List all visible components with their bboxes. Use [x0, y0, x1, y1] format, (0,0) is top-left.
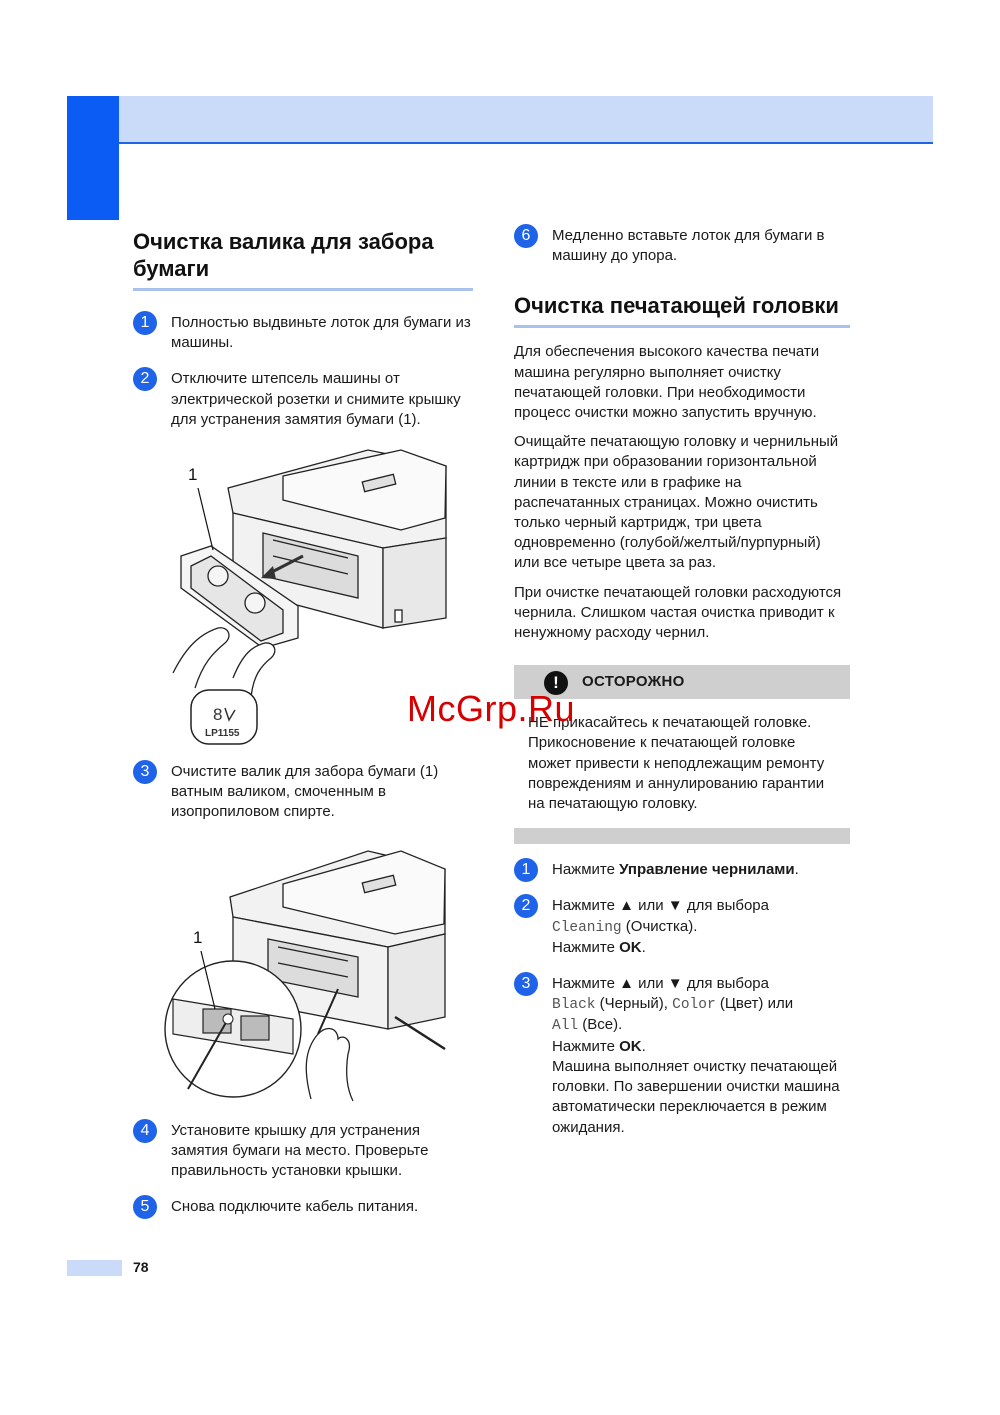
paragraph: Для обеспечения высокого качества печати машина регулярно выполняет очистку печатающей головки. При необходимости процесс очистки можно запустить вручную.: [514, 343, 820, 422]
option-cleaning: Cleaning: [552, 919, 622, 936]
step-4: [133, 1121, 473, 1182]
paragraph: Очищайте печатающую головку и чернильный картридж при образовании горизонтальной линии в тексте или в графике на распечатанных страницах. Можно очистить только черный картридж, три цвета одновременно (голубой/желтый/пурпурный) или все четыре цвета за раз.: [514, 433, 839, 572]
ink-step-3: [514, 974, 850, 1138]
header-band: [119, 96, 933, 144]
ok-key: OK: [619, 938, 642, 956]
step-text: Отключите штепсель машины от электрической розетки и снимите крышку для устранения замятия бумаги (1).: [171, 370, 461, 428]
step-number: 6: [514, 224, 538, 248]
right-column: [514, 226, 850, 1138]
step-text: Установите крышку для устранения замятия бумаги на место. Проверьте правильность установки крышки.: [171, 1121, 429, 1180]
figure-clean-roller: [133, 839, 473, 1109]
step-text: Очистите валик для забора бумаги (1) ватным валиком, смоченным в изопропиловом спирте.: [171, 763, 439, 821]
option-black: Black: [552, 997, 596, 1014]
figure-callout: 1: [188, 465, 198, 485]
step-line: Нажмите ▲ или ▼ для выбора: [552, 975, 769, 993]
model-mark-label: LP1155: [205, 728, 240, 740]
exclamation-icon: !: [544, 671, 568, 695]
step-number: 3: [133, 760, 157, 784]
section-heading-printhead: Очистка печатающей головки: [514, 292, 850, 328]
svg-text:8: 8: [213, 705, 223, 725]
step-text: Медленно вставьте лоток для бумаги в машину до упора.: [552, 227, 825, 265]
step-number: 1: [133, 311, 157, 335]
step-1: [133, 313, 473, 353]
step-number: 3: [514, 972, 538, 996]
option-all: All: [552, 1018, 579, 1035]
menu-name: Управление чернилами: [619, 861, 795, 879]
option-color: Color: [672, 997, 716, 1014]
step-line: Black (Черный), Color (Цвет) или: [552, 995, 794, 1014]
step-number: 5: [133, 1195, 157, 1219]
page-number-tab: [67, 1260, 122, 1276]
step-3: [133, 762, 473, 823]
step-6: [514, 226, 850, 266]
step-text: Полностью выдвиньте лоток для бумаги из машины.: [171, 314, 471, 352]
caution-footer-bar: [514, 828, 850, 844]
page-number: 78: [133, 1259, 149, 1275]
step-2: [133, 369, 473, 430]
step-text: Нажмите: [552, 861, 620, 879]
step-line: Нажмите ▲ или ▼ для выбора: [552, 897, 769, 915]
step-number: 4: [133, 1119, 157, 1143]
printer-cleaning-illustration: [133, 839, 473, 1109]
ink-step-2: [514, 896, 850, 958]
step-line: Cleaning (Очистка).: [552, 917, 698, 936]
ink-step-1: 1 Нажмите Управление чернилами.: [514, 860, 850, 880]
step-5: [133, 1197, 473, 1217]
ok-key: OK: [619, 1037, 642, 1055]
caution-text: НЕ прикасайтесь к печатающей головке. Прикосновение к печатающей головке может привести к неподлежащим ремонту повреждениям и аннулированию гарантии на печатающую головку.: [528, 714, 825, 813]
step-line: All (Все).: [552, 1016, 623, 1035]
caution-title: ОСТОРОЖНО: [582, 673, 685, 691]
step-text: Снова подключите кабель питания.: [171, 1198, 419, 1216]
figure-callout: 1: [193, 927, 203, 947]
step-number: 1: [514, 858, 538, 882]
step-line: Машина выполняет очистку печатающей головки. По завершении очистки машина автоматически переключается в режим ожидания.: [552, 1057, 840, 1136]
chapter-tab: [67, 96, 119, 220]
paragraph: При очистке печатающей головки расходуются чернила. Слишком частая очистка приводит к ненужному расходу чернил.: [514, 583, 842, 642]
step-line: Нажмите OK.: [552, 1037, 646, 1055]
step-number: 2: [133, 367, 157, 391]
watermark: McGrp.Ru: [407, 688, 576, 729]
section-heading-roller: Очистка валика для забора бумаги: [133, 228, 473, 291]
step-line: Нажмите OK.: [552, 938, 646, 956]
step-number: 2: [514, 894, 538, 918]
